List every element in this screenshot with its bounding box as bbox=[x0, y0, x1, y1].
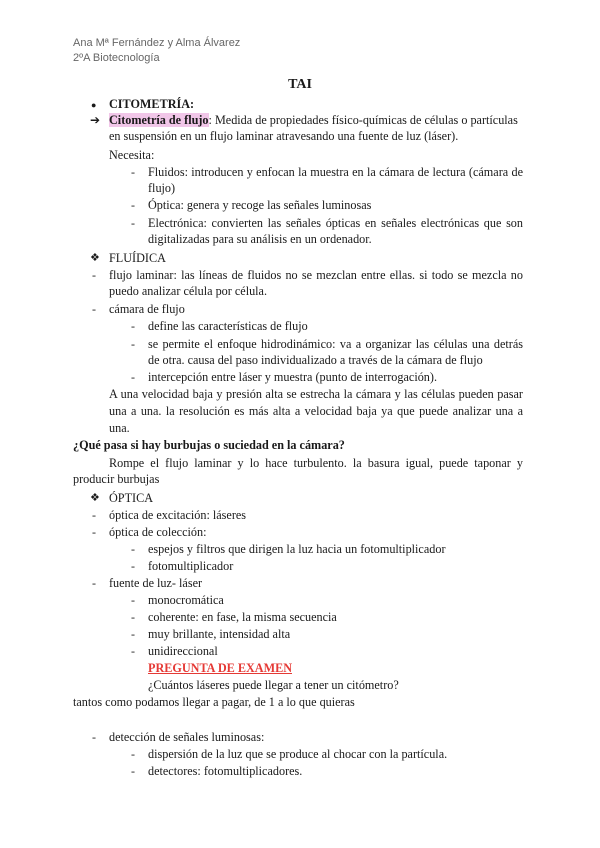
bullet-icon: ● bbox=[91, 100, 97, 110]
dash-icon: - bbox=[131, 319, 135, 333]
diamond-bullet-icon: ❖ bbox=[90, 252, 100, 264]
list-item: define las características de flujo bbox=[148, 319, 308, 333]
dash-icon: - bbox=[131, 370, 135, 384]
exam-question: ¿Cuántos láseres puede llegar a tener un citómetro? bbox=[148, 678, 399, 692]
diamond-bullet-icon: ❖ bbox=[90, 492, 100, 504]
list-item: cámara de flujo bbox=[109, 302, 185, 316]
needs-label: Necesita: bbox=[109, 148, 155, 162]
dash-icon: - bbox=[92, 508, 96, 522]
list-item: flujo) bbox=[148, 181, 176, 195]
dash-icon: - bbox=[131, 198, 135, 212]
list-item: puedo analizar célula por célula. bbox=[109, 284, 268, 298]
section-heading-optica: ÓPTICA bbox=[109, 491, 154, 505]
dash-icon: - bbox=[131, 337, 135, 351]
definition-text-2: en suspensión en un flujo laminar atravesando una fuente de luz (láser). bbox=[109, 129, 459, 143]
section-heading-fluidica: FLUÍDICA bbox=[109, 251, 166, 265]
list-item: de otra. causa del paso individualizado a través de la cámara de flujo bbox=[148, 353, 483, 367]
list-item: espejos y filtros que dirigen la luz hacia un fotomultiplicador bbox=[148, 542, 446, 556]
list-item: flujo laminar: las líneas de fluidos no se mezclan entre ellas. si todo se mezcla no bbox=[109, 268, 523, 282]
list-item: fuente de luz- láser bbox=[109, 576, 203, 590]
list-item: unidireccional bbox=[148, 644, 218, 658]
answer-line: Rompe el flujo laminar y lo hace turbulento. la basura igual, puede taponar y bbox=[109, 456, 523, 470]
dash-icon: - bbox=[131, 559, 135, 573]
section-heading-citometria: CITOMETRÍA: bbox=[109, 97, 195, 111]
list-item: óptica de excitación: láseres bbox=[109, 508, 247, 522]
header-authors: Ana Mª Fernández y Alma Álvarez bbox=[73, 37, 241, 49]
list-item: se permite el enfoque hidrodinámico: va a organizar las células una detrás bbox=[148, 337, 523, 351]
answer-line: producir burbujas bbox=[73, 472, 160, 486]
list-item: coherente: en fase, la misma secuencia bbox=[148, 610, 337, 624]
list-item: Electrónica: convierten las señales ópticas en señales electrónicas que son bbox=[148, 216, 523, 230]
list-item: detección de señales luminosas: bbox=[109, 730, 265, 744]
exam-answer: tantos como podamos llegar a pagar, de 1 a lo que quieras bbox=[73, 695, 355, 709]
question-heading: ¿Qué pasa si hay burbujas o suciedad en la cámara? bbox=[73, 438, 345, 452]
dash-icon: - bbox=[131, 216, 135, 230]
dash-icon: - bbox=[92, 302, 96, 316]
dash-icon: - bbox=[131, 644, 135, 658]
list-item: dispersión de la luz que se produce al chocar con la partícula. bbox=[148, 747, 448, 761]
dash-icon: - bbox=[131, 593, 135, 607]
header-course: 2ºA Biotecnología bbox=[73, 52, 160, 64]
dash-icon: - bbox=[92, 268, 96, 282]
term-highlight: Citometría de flujo bbox=[109, 113, 209, 127]
dash-icon: - bbox=[92, 576, 96, 590]
list-item: fotomultiplicador bbox=[148, 559, 234, 573]
list-item: digitalizadas para su análisis en un ordenador. bbox=[148, 232, 372, 246]
dash-icon: - bbox=[131, 747, 135, 761]
paragraph-line: una. bbox=[109, 421, 130, 435]
paragraph-line: una a una. la resolución es más alta a velocidad baja ya que puede analizar una a bbox=[109, 404, 523, 418]
list-item: Óptica: genera y recoge las señales luminosas bbox=[148, 198, 372, 212]
citometria-definition bbox=[109, 112, 523, 128]
list-item: monocromática bbox=[148, 593, 224, 607]
exam-question-label: PREGUNTA DE EXAMEN bbox=[148, 661, 292, 675]
list-item: detectores: fotomultiplicadores. bbox=[148, 764, 303, 778]
arrow-right-icon: ➔ bbox=[90, 113, 101, 127]
dash-icon: - bbox=[131, 764, 135, 778]
list-item: Fluidos: introducen y enfocan la muestra en la cámara de lectura (cámara de bbox=[148, 165, 523, 179]
dash-icon: - bbox=[92, 730, 96, 744]
dash-icon: - bbox=[131, 627, 135, 641]
dash-icon: - bbox=[131, 542, 135, 556]
paragraph-line: A una velocidad baja y presión alta se estrecha la cámara y las células pueden pasar bbox=[109, 387, 523, 401]
list-item: óptica de colección: bbox=[109, 525, 207, 539]
dash-icon: - bbox=[131, 165, 135, 179]
definition-text-1: : Medida de propiedades físico-químicas de células o partículas bbox=[208, 113, 518, 127]
list-item: muy brillante, intensidad alta bbox=[148, 627, 291, 641]
dash-icon: - bbox=[92, 525, 96, 539]
dash-icon: - bbox=[131, 610, 135, 624]
list-item: intercepción entre láser y muestra (punto de interrogación). bbox=[148, 370, 437, 384]
page-title: TAI bbox=[288, 77, 312, 92]
